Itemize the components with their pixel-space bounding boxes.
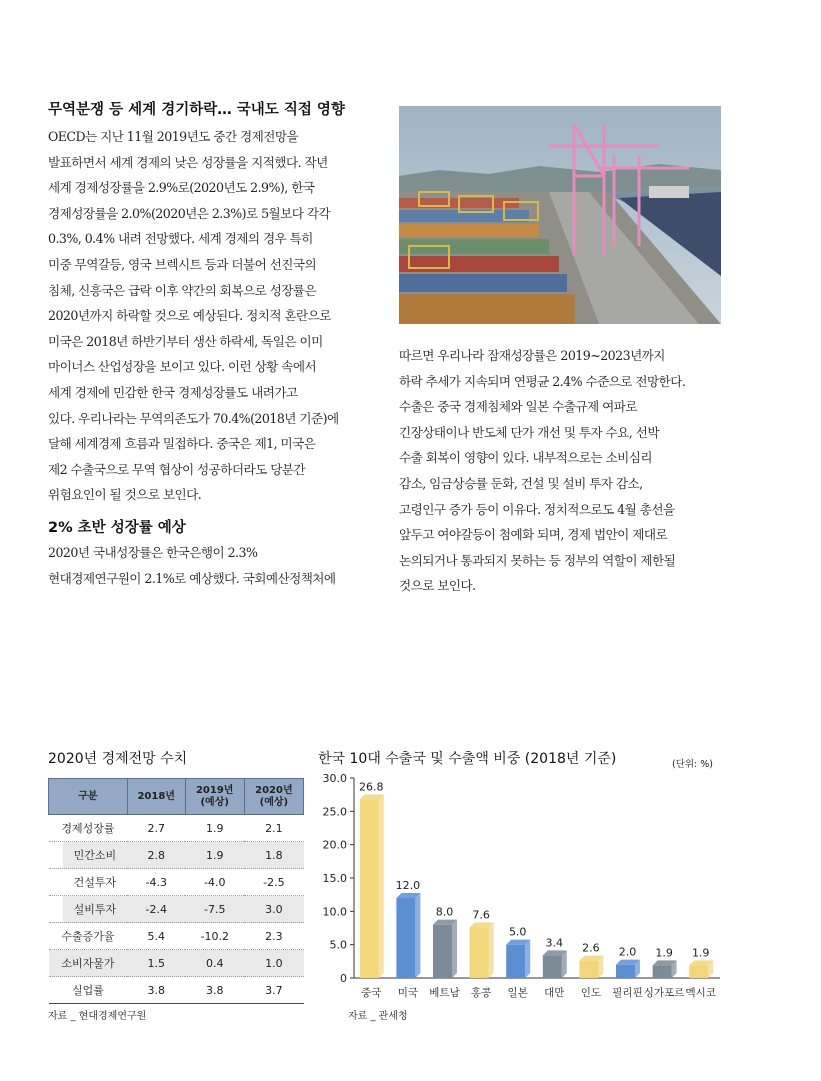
category-label: 인도 <box>580 987 602 999</box>
bar-value-label: 3.4 <box>545 936 564 950</box>
row-value: 2.1 <box>244 815 303 842</box>
row-label: 건설투자 <box>49 869 128 896</box>
text-line: 하락 추세가 지속되며 연평균 2.4% 수준으로 전망한다. <box>399 373 686 389</box>
table-header-cell: 2020년 (예상) <box>244 779 303 815</box>
bar <box>396 898 415 978</box>
row-value: -2.5 <box>244 869 303 896</box>
text-line: OECD는 지난 11월 2019년도 중간 경제전망을 <box>48 129 299 144</box>
text-line: 감소, 임금상승률 둔화, 건설 및 설비 투자 감소, <box>399 475 643 491</box>
bar-side <box>379 794 384 978</box>
forecast-table <box>48 778 304 1004</box>
bar <box>616 965 635 978</box>
table-header-row <box>49 779 304 815</box>
text-line: 있다. 우리나라는 무역의존도가 70.4%(2018년 기준)에 <box>48 410 339 426</box>
table-row <box>49 815 304 842</box>
text-line: 것으로 보인다. <box>399 578 476 594</box>
row-value: -4.3 <box>127 869 185 896</box>
row-label: 설비투자 <box>49 896 128 923</box>
table-row <box>49 896 304 923</box>
article-paragraph-1 <box>48 124 339 508</box>
export-share-chart <box>314 770 724 1006</box>
row-value: 1.5 <box>127 950 185 977</box>
row-label: 경제성장률 <box>49 815 128 842</box>
chart-title: 한국 10대 수출국 및 수출액 비중 (2018년 기준) <box>318 751 617 767</box>
table-header-cell: 2019년 (예상) <box>185 779 244 815</box>
row-label: 수출증가율 <box>49 923 128 950</box>
bar-value-label: 26.8 <box>359 780 384 794</box>
row-value: 1.0 <box>244 950 303 977</box>
bar-value-label: 5.0 <box>508 925 527 939</box>
category-label: 베트남 <box>429 987 460 999</box>
text-line: 0.3%, 0.4% 내려 전망했다. 세계 경제의 경우 특히 <box>48 231 313 247</box>
bar <box>433 925 452 978</box>
bar-value-label: 1.9 <box>655 946 673 960</box>
row-label: 소비자물가 <box>49 950 128 977</box>
table-row <box>49 950 304 977</box>
section-heading-trade: 무역분쟁 등 세계 경기하락… 국내도 직접 영향 <box>48 102 345 118</box>
text-line: 세계 경제성장률을 2.9%로(2020년도 2.9%), 한국 <box>48 180 315 196</box>
row-value: -10.2 <box>185 923 244 950</box>
row-value: 3.8 <box>127 977 185 1004</box>
chart-unit: (단위: %) <box>672 759 714 770</box>
bar <box>653 965 672 978</box>
bar-value-label: 1.9 <box>691 946 710 960</box>
bar <box>506 945 525 978</box>
text-line: 수출은 중국 경제침체와 일본 수출규제 여파로 <box>399 399 637 415</box>
bar-side <box>415 893 420 978</box>
bar-value-label: 2.0 <box>618 945 637 959</box>
y-tick-label: 10.0 <box>322 905 347 919</box>
row-value: -2.4 <box>127 896 185 923</box>
row-value: 5.4 <box>127 923 185 950</box>
text-line: 수출 회복이 영향이 있다. 내부적으로는 소비심리 <box>399 450 653 466</box>
category-label: 홍콩 <box>470 987 492 999</box>
row-value: 2.7 <box>127 815 185 842</box>
bar-value-label: 12.0 <box>395 879 421 892</box>
row-value: 0.4 <box>185 950 244 977</box>
text-line: 제2 수출국으로 무역 협상이 성공하더라도 당분간 <box>48 461 306 477</box>
container-port-photo <box>399 106 721 324</box>
bar <box>689 965 708 978</box>
y-tick-label: 30.0 <box>322 772 347 785</box>
category-label: 미국 <box>397 987 419 999</box>
row-value: 1.8 <box>244 842 303 869</box>
bar-value-label: 7.6 <box>472 908 490 922</box>
section-heading-growth: 2% 초반 성장률 예상 <box>48 520 186 536</box>
y-tick-label: 5.0 <box>329 938 347 952</box>
text-line: 앞두고 여야갈등이 첨예화 되며, 경제 법안이 제대로 <box>399 527 668 543</box>
bar-side <box>452 920 457 978</box>
table-row <box>49 842 304 869</box>
category-label: 중국 <box>361 987 382 999</box>
text-line: 2020년 국내성장률은 한국은행이 2.3% <box>48 545 258 560</box>
table-row <box>49 869 304 896</box>
chart-source: 자료 _ 관세청 <box>348 1011 408 1022</box>
row-value: 3.7 <box>244 977 303 1004</box>
bar <box>360 799 379 978</box>
row-value: 3.8 <box>185 977 244 1004</box>
row-value: 2.8 <box>127 842 185 869</box>
y-tick-label: 25.0 <box>322 805 347 819</box>
category-label: 대만 <box>544 987 565 999</box>
text-line: 미국은 2018년 하반기부터 생산 하락세, 독일은 이미 <box>48 333 323 349</box>
text-line: 마이너스 산업성장을 보이고 있다. 이런 상황 속에서 <box>48 359 317 375</box>
category-label: 필리핀 <box>612 987 643 999</box>
text-line: 경제성장률을 2.0%(2020년은 2.3%)로 5월보다 각각 <box>48 205 331 221</box>
bar <box>579 961 598 978</box>
row-label: 민간소비 <box>49 842 128 869</box>
bar-side <box>489 922 494 978</box>
table-source: 자료 _ 현대경제연구원 <box>48 1011 147 1022</box>
text-line: 위험요인이 될 것으로 보인다. <box>48 487 202 503</box>
text-line: 논의되거나 통과되지 못하는 등 정부의 역할이 제한될 <box>399 552 676 568</box>
category-label: 일본 <box>507 987 528 999</box>
bar-value-label: 2.6 <box>582 941 600 955</box>
text-line: 달해 세계경제 흐름과 밀접하다. 중국은 제1, 미국은 <box>48 436 316 452</box>
table-header-cell: 구분 <box>49 779 128 815</box>
text-line: 긴장상태이나 반도체 단가 개선 및 투자 수요, 선박 <box>399 424 659 440</box>
category-label: 싱가포르 <box>643 987 685 999</box>
row-value: -4.0 <box>185 869 244 896</box>
text-line: 미중 무역갈등, 영국 브렉시트 등과 더불어 선진국의 <box>48 256 317 272</box>
table-title: 2020년 경제전망 수치 <box>48 751 188 767</box>
text-line: 고령인구 증가 등이 이유다. 정치적으로도 4월 총선을 <box>399 501 675 517</box>
bar-side <box>525 940 530 978</box>
table-header-cell: 2018년 <box>127 779 185 815</box>
article-paragraph-2 <box>48 540 336 591</box>
row-value: 1.9 <box>185 842 244 869</box>
row-value: 3.0 <box>244 896 303 923</box>
text-line: 침체, 신흥국은 급락 이후 약간의 회복으로 성장률은 <box>48 282 317 298</box>
table-row <box>49 977 304 1004</box>
row-label: 실업률 <box>49 977 128 1004</box>
category-label: 멕시코 <box>685 987 716 999</box>
article-paragraph-3 <box>399 343 685 599</box>
y-tick-label: 0 <box>340 972 347 985</box>
row-value: 2.3 <box>244 923 303 950</box>
table-row <box>49 923 304 950</box>
y-tick-label: 20.0 <box>322 838 347 852</box>
text-line: 현대경제연구원이 2.1%로 예상했다. 국회예산정책처에 <box>48 570 336 586</box>
row-value: 1.9 <box>185 815 244 842</box>
bar-value-label: 8.0 <box>435 905 454 919</box>
text-line: 발표하면서 세계 경제의 낮은 성장률을 지적했다. 작년 <box>48 154 328 170</box>
bar <box>543 955 562 978</box>
text-line: 2020년까지 하락할 것으로 예상된다. 정치적 혼란으로 <box>48 308 331 324</box>
text-line: 따르면 우리나라 잠재성장률은 2019~2023년까지 <box>399 348 665 363</box>
text-line: 세계 경제에 민감한 한국 경제성장률도 내려가고 <box>48 384 298 400</box>
row-value: -7.5 <box>185 896 244 923</box>
bar <box>470 927 489 978</box>
y-tick-label: 15.0 <box>322 872 347 885</box>
